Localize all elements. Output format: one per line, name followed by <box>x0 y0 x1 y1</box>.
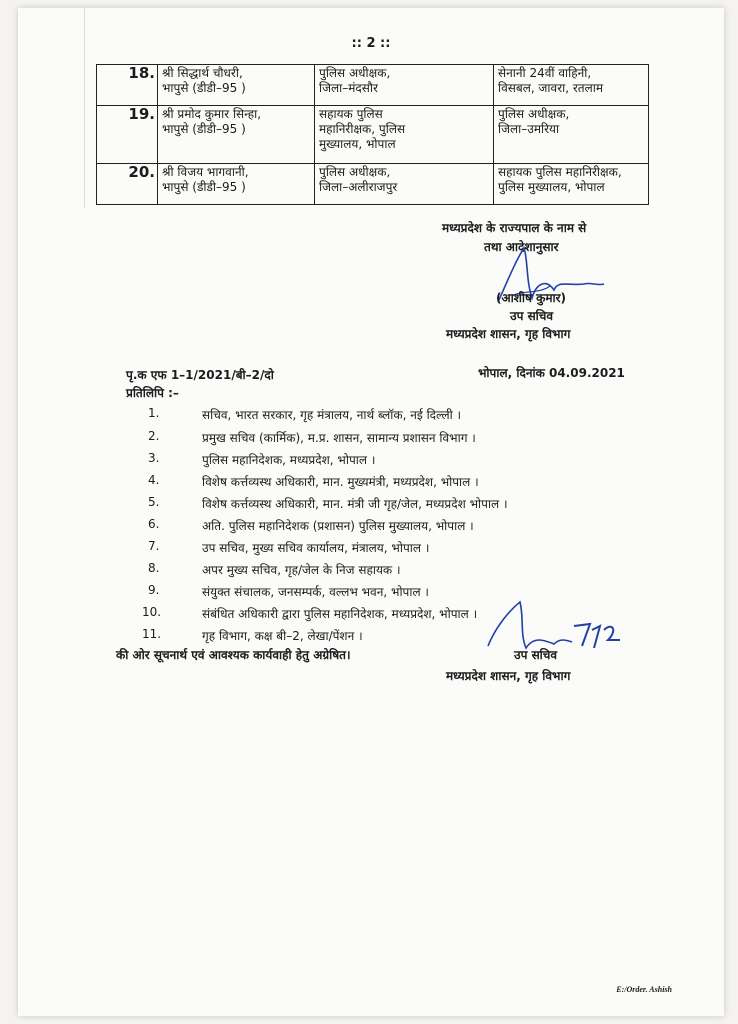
officer-name: श्री विजय भागवानी, <box>162 165 249 179</box>
table-row <box>97 65 649 106</box>
forwarding-note: की ओर सूचनार्थ एवं आवश्यक कार्यवाही हेतु अग्रेषित। <box>116 648 351 662</box>
list-text: अपर मुख्य सचिव, गृह/जेल के निज सहायक । <box>202 563 401 577</box>
officer-transfer-table <box>96 64 649 205</box>
list-number: 7. <box>148 539 160 553</box>
officer-name: श्री प्रमोद कुमार सिन्हा, <box>162 107 262 121</box>
officer-name-cell <box>158 65 315 106</box>
governor-order-line: मध्यप्रदेश के राज्यपाल के नाम से <box>442 221 587 235</box>
row-number: 20. <box>97 164 158 205</box>
new-post-line: पुलिस मुख्यालय, भोपाल <box>498 180 605 194</box>
footer-file-path: E:/Order. Ashish <box>616 985 672 994</box>
list-text: उप सचिव, मुख्य सचिव कार्यालय, मंत्रालय, भोपाल । <box>202 541 430 555</box>
order-line: तथा आदेशानुसार <box>484 240 559 254</box>
signatory-name: (आशीष कुमार) <box>496 291 567 305</box>
current-post-cell <box>315 164 494 205</box>
signature-mark-2 <box>480 596 640 666</box>
row-number: 18. <box>97 65 158 106</box>
new-post-line: पुलिस अधीक्षक, <box>498 107 570 121</box>
reference-number: पृ.क एफ 1–1/2021/बी–2/दो <box>126 368 274 382</box>
signature-mark-1 <box>488 240 608 320</box>
signatory-department: मध्यप्रदेश शासन, गृह विभाग <box>446 327 571 341</box>
current-post-line: मुख्यालय, भोपाल <box>319 137 396 151</box>
signatory-department-2: मध्यप्रदेश शासन, गृह विभाग <box>446 669 571 683</box>
list-number: 6. <box>148 517 160 531</box>
table-row <box>97 106 649 164</box>
current-post-line: पुलिस अधीक्षक, <box>319 165 391 179</box>
new-post-cell <box>494 164 649 205</box>
list-text: संबंधित अधिकारी द्वारा पुलिस महानिदेशक, मध्यप्रदेश, भोपाल । <box>202 607 478 621</box>
table-row <box>97 164 649 205</box>
page-number: :: 2 :: <box>351 36 391 51</box>
current-post-cell <box>315 106 494 164</box>
current-post-line: सहायक पुलिस <box>319 107 383 121</box>
list-text: पुलिस महानिदेशक, मध्यप्रदेश, भोपाल । <box>202 453 376 467</box>
current-post-line: पुलिस अधीक्षक, <box>319 66 391 80</box>
officer-service: भापुसे (डीडी–95 ) <box>162 122 246 136</box>
list-text: गृह विभाग, कक्ष बी–2, लेखा/पेंशन । <box>202 629 363 643</box>
current-post-cell <box>315 65 494 106</box>
officer-name-cell <box>158 106 315 164</box>
list-number: 8. <box>148 561 160 575</box>
place-date: भोपाल, दिनांक 04.09.2021 <box>478 366 625 380</box>
current-post-line: जिला–अलीराजपुर <box>319 180 398 194</box>
list-text: संयुक्त संचालक, जनसम्पर्क, वल्लभ भवन, भोपाल । <box>202 585 429 599</box>
list-text: विशेष कर्त्तव्यस्थ अधिकारी, मान. मुख्यमंत्री, मध्यप्रदेश, भोपाल । <box>202 475 479 489</box>
list-text: अति. पुलिस महानिदेशक (प्रशासन) पुलिस मुख्यालय, भोपाल । <box>202 519 474 533</box>
list-number: 1. <box>148 406 160 420</box>
officer-service: भापुसे (डीडी–95 ) <box>162 180 246 194</box>
list-text: प्रमुख सचिव (कार्मिक), म.प्र. शासन, सामान्य प्रशासन विभाग । <box>202 431 476 445</box>
officer-name-cell <box>158 164 315 205</box>
list-number: 5. <box>148 495 160 509</box>
list-number: 2. <box>148 429 160 443</box>
new-post-line: सहायक पुलिस महानिरीक्षक, <box>498 165 622 179</box>
list-number: 4. <box>148 473 160 487</box>
current-post-line: महानिरीक्षक, पुलिस <box>319 122 406 136</box>
signatory-designation: उप सचिव <box>510 309 554 323</box>
signatory-designation-2: उप सचिव <box>514 648 558 662</box>
new-post-line: विसबल, जावरा, रतलाम <box>498 81 604 95</box>
officer-name: श्री सिद्धार्थ चौधरी, <box>162 66 243 80</box>
document-page <box>18 8 724 1016</box>
new-post-cell <box>494 65 649 106</box>
list-number: 3. <box>148 451 160 465</box>
copy-label: प्रतिलिपि :– <box>126 386 179 400</box>
new-post-line: सेनानी 24वीं वाहिनी, <box>498 66 592 80</box>
list-number: 9. <box>148 583 160 597</box>
current-post-line: जिला–मंदसौर <box>319 81 378 95</box>
list-number: 11. <box>142 627 162 641</box>
list-text: विशेष कर्त्तव्यस्थ अधिकारी, मान. मंत्री जी गृह/जेल, मध्यप्रदेश भोपाल । <box>202 497 508 511</box>
list-text: सचिव, भारत सरकार, गृह मंत्रालय, नार्थ ब्लॉक, नई दिल्ली । <box>202 408 462 422</box>
officer-service: भापुसे (डीडी–95 ) <box>162 81 246 95</box>
new-post-cell <box>494 106 649 164</box>
list-number: 10. <box>142 605 162 619</box>
row-number: 19. <box>97 106 158 164</box>
new-post-line: जिला–उमरिया <box>498 122 560 136</box>
